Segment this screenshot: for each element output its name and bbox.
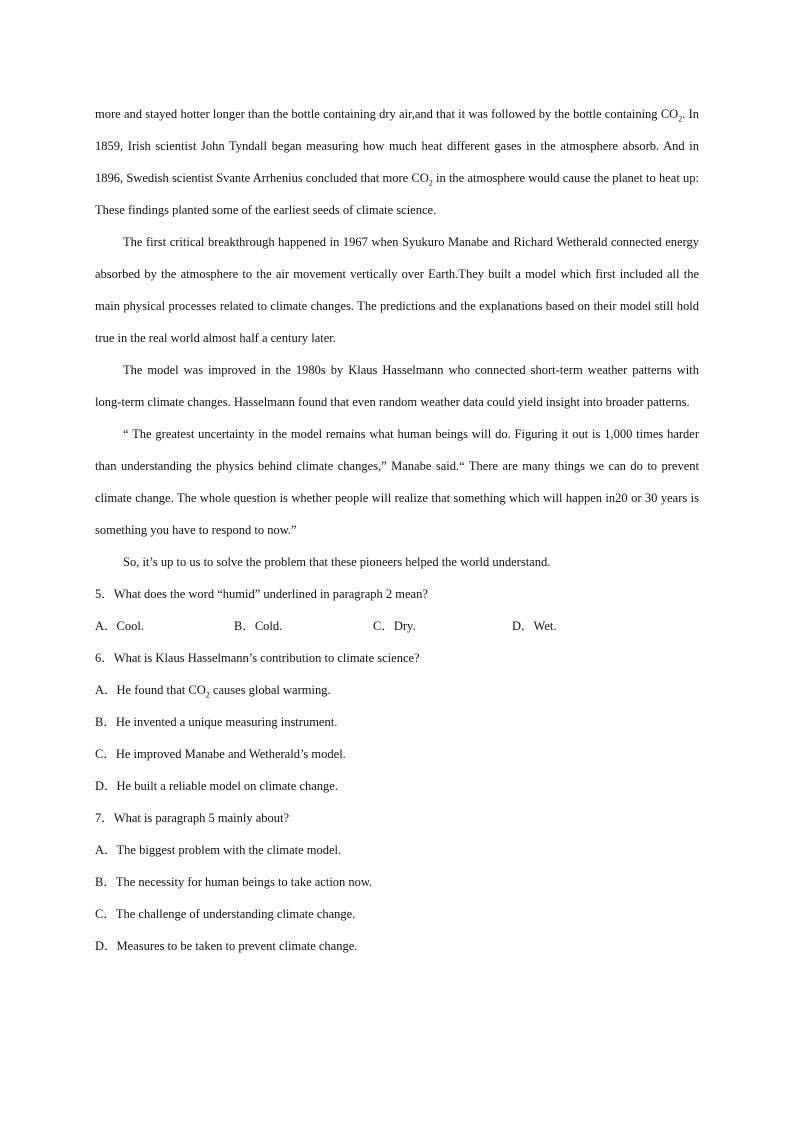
paragraph-4: “ The greatest uncertainty in the model remains what human beings will do. Figuring it out is 1,000 times harder than understanding the physics behind climate changes,” Manabe said.“ There are many things we can do to prevent climate change. The whole question is whether people will realize that something which will happen in20 or 30 years is something you have to respond to now.”	[95, 427, 699, 537]
question-text: What is Klaus Hasselmann’s contribution to climate science?	[113, 651, 420, 665]
passage	[95, 98, 699, 578]
question-number: 6．	[95, 651, 114, 665]
option-d[interactable]: D．He built a reliable model on climate change.	[95, 779, 338, 793]
paragraph-3: The model was improved in the 1980s by Klaus Hasselmann who connected short-term weather patterns with long-term climate changes. Hasselmann found that even random weather data could yield insight into broader patterns.	[95, 363, 699, 409]
question-stem	[95, 642, 699, 674]
paragraph-5: So, it’s up to us to solve the problem that these pioneers helped the world understand.	[123, 555, 551, 569]
paragraph-2: The first critical breakthrough happened in 1967 when Syukuro Manabe and Richard Wetherald connected energy absorbed by the atmosphere to the air movement vertically over Earth.They built a model which first included all the main physical processes related to climate changes. The predictions and the explanations based on their model still hold true in the real world almost half a century later.	[95, 235, 699, 345]
question-7	[95, 802, 699, 962]
option-b[interactable]: B．Cold.	[234, 619, 283, 633]
option-d[interactable]: D．Wet.	[512, 619, 557, 633]
question-6	[95, 642, 699, 802]
option-a[interactable]: A．The biggest problem with the climate model.	[95, 843, 342, 857]
option-b[interactable]: B．He invented a unique measuring instrument.	[95, 715, 338, 729]
question-5	[95, 578, 699, 642]
option-c[interactable]: C．The challenge of understanding climate change.	[95, 907, 356, 921]
option-c[interactable]: C．He improved Manabe and Wetherald’s model.	[95, 747, 346, 761]
question-number: 5．	[95, 587, 114, 601]
paragraph-1: more and stayed hotter longer than the bottle containing dry air,and that it was followed by the bottle containing $CO_2$. In 1859, Irish scientist John Tyndall began measuring how much heat different gases in the atmosphere absorb. And in 1896, Swedish scientist Svante Arrhenius concluded that more $CO_2$ in the atmosphere would cause the planet to heat up: These findings planted some of the earliest seeds of climate science.	[95, 107, 699, 217]
question-number: 7．	[95, 811, 114, 825]
option-a[interactable]: A．Cool.	[95, 619, 144, 633]
question-stem	[95, 802, 699, 834]
question-text: What is paragraph 5 mainly about?	[113, 811, 290, 825]
question-stem	[95, 578, 699, 610]
option-d[interactable]: D．Measures to be taken to prevent climate change.	[95, 939, 358, 953]
options-row	[95, 610, 699, 642]
option-a[interactable]: A．He found that $CO_2$ causes global warming.	[95, 683, 331, 700]
document-page	[95, 98, 699, 962]
question-text: What does the word “humid” underlined in paragraph 2 mean?	[113, 587, 428, 601]
option-b[interactable]: B．The necessity for human beings to take action now.	[95, 875, 373, 889]
option-c[interactable]: C．Dry.	[373, 619, 416, 633]
